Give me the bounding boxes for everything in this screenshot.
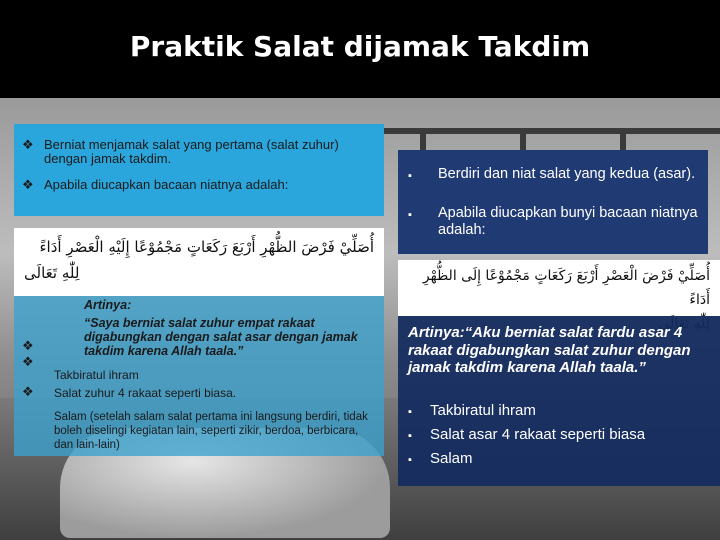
left-arabic-line-2: لِلّٰهِ تَعَالَى <box>24 264 80 282</box>
diamond-bullet-icon: ❖ <box>22 338 34 353</box>
left-intro-box <box>14 124 384 216</box>
left-step-3: Salam (setelah salam salat pertama ini langsung berdiri, tidak boleh diselingi kegiatan lain, seperti zikir, berdoa, berbicara, dan lain-lain) <box>54 411 368 451</box>
right-artinya-text: Artinya:“Aku berniat salat fardu asar 4 rakaat digabungkan salat zuhur dengan jamak takdim karena Allah taala.” <box>408 324 691 376</box>
left-artinya-text: “Saya berniat salat zuhur empat rakaat digabungkan dengan salat asar dengan jamak takdim karena Allah taala.” <box>84 316 358 358</box>
diamond-bullet-icon: ❖ <box>22 384 34 399</box>
left-arabic-line-1: أُصَلِّيْ فَرْضَ الظُّهْرِ أَرْبَعَ رَكَعَاتٍ مَجْمُوْعًا إِلَيْهِ الْعَصْرِ أَدَاءً <box>39 238 374 256</box>
square-bullet-icon: ▪ <box>408 406 412 418</box>
left-step-2: Salat zuhur 4 rakaat seperti biasa. <box>54 386 237 400</box>
right-translation-box <box>398 316 720 486</box>
left-artinya-label: Artinya: <box>84 298 132 312</box>
right-bullet-2: Apabila diucapkan bunyi bacaan niatnya adalah: <box>438 205 698 238</box>
diamond-bullet-icon: ❖ <box>22 177 34 192</box>
slide-title: Praktik Salat dijamak Takdim <box>129 30 591 63</box>
left-bullet-1: Berniat menjamak salat yang pertama (salat zuhur) dengan jamak takdim. <box>44 137 339 166</box>
left-bullet-2: Apabila diucapkan bacaan niatnya adalah: <box>44 177 289 192</box>
square-bullet-icon: ▪ <box>408 209 412 221</box>
right-intro-box <box>398 150 708 254</box>
right-step-3: Salam <box>430 450 473 467</box>
right-arabic-niat <box>398 260 720 316</box>
right-step-1: Takbiratul ihram <box>430 402 536 419</box>
title-bar <box>0 0 720 98</box>
square-bullet-icon: ▪ <box>408 170 412 182</box>
square-bullet-icon: ▪ <box>408 430 412 442</box>
right-arabic-line-1: أُصَلِّيْ فَرْضَ الْعَصْرِ أَرْبَعَ رَكَعَاتٍ مَجْمُوْعًا إِلَى الظُّهْرِ أَدَاءً <box>422 268 710 308</box>
diamond-bullet-icon: ❖ <box>22 137 34 152</box>
left-translation-box <box>14 296 384 456</box>
square-bullet-icon: ▪ <box>408 454 412 466</box>
right-bullet-1: Berdiri dan niat salat yang kedua (asar). <box>438 166 696 182</box>
left-step-1: Takbiratul ihram <box>54 368 139 382</box>
right-step-2: Salat asar 4 rakaat seperti biasa <box>430 426 646 443</box>
left-arabic-niat <box>14 228 384 296</box>
diamond-bullet-icon: ❖ <box>22 354 34 369</box>
